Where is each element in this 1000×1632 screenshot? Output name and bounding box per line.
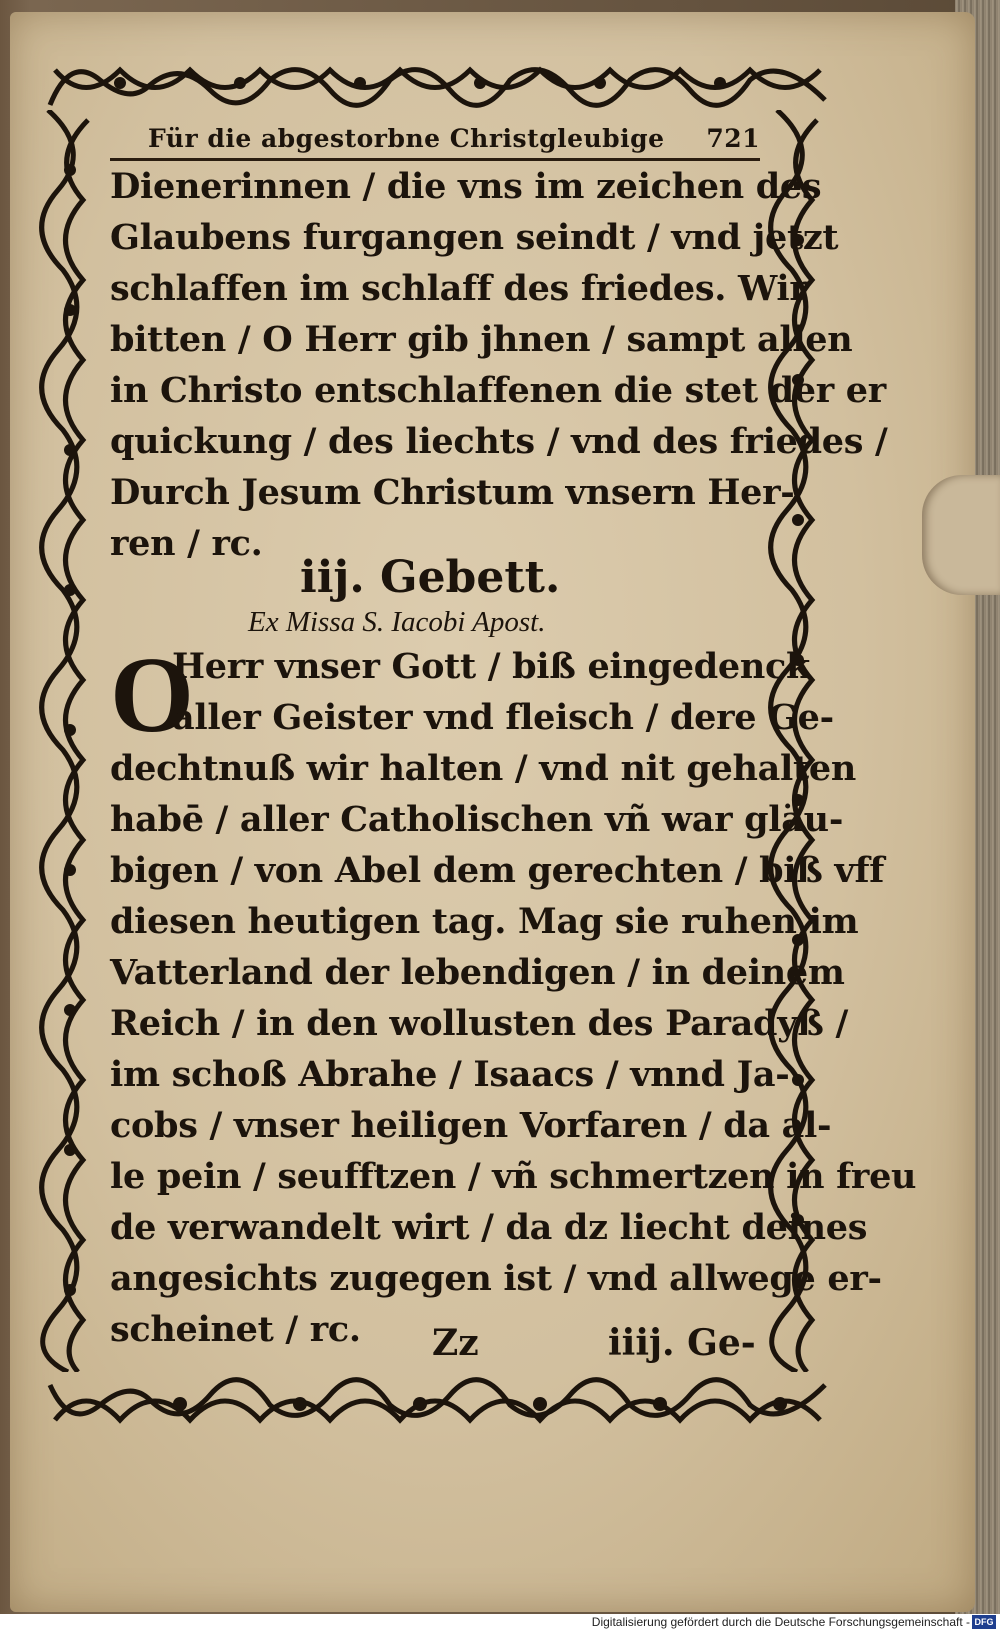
prayer-line: dechtnuß wir halten / vnd nit gehalten	[110, 748, 857, 789]
body-line: Glaubens furgangen seindt / vnd jetzt	[110, 217, 839, 258]
prayer-line: Vatterland der lebendigen / in deinem	[110, 952, 845, 993]
section-heading: iij. Gebett.	[300, 552, 561, 603]
body-line: bitten / O Herr gib jhnen / sampt allen	[110, 319, 853, 360]
page-tab	[922, 475, 1000, 595]
digitization-credit: Digitalisierung gefördert durch die Deutsche Forschungsgemeinschaft -	[591, 1615, 970, 1629]
prayer-line: im schoß Abrahe / Isaacs / vnnd Ja-	[110, 1054, 790, 1095]
signature-mark: Zz	[432, 1322, 479, 1364]
ornament-border-bottom	[40, 1370, 835, 1438]
catchword: iiij. Ge-	[608, 1322, 756, 1364]
dfg-logo: DFG	[972, 1615, 996, 1629]
prayer-line: Herr vnser Gott / biß eingedenck	[172, 646, 810, 687]
body-line: Durch Jesum Christum vnsern Her-	[110, 472, 795, 513]
body-line: quickung / des liechts / vnd des friedes /	[110, 421, 888, 462]
prayer-line: habē / aller Catholischen vñ war gläu-	[110, 799, 844, 840]
prayer-line: angesichts zugegen ist / vnd allwege er-	[110, 1258, 882, 1299]
header-rule	[110, 158, 760, 161]
body-line: in Christo entschlaffenen die stet der er	[110, 370, 886, 411]
ornament-border-top	[40, 50, 835, 115]
prayer-line: aller Geister vnd fleisch / dere Ge-	[172, 697, 834, 738]
prayer-line: diesen heutigen tag. Mag sie ruhen im	[110, 901, 859, 942]
body-line: Dienerinnen / die vns im zeichen des	[110, 166, 822, 207]
prayer-line: de verwandelt wirt / da dz liecht deines	[110, 1207, 868, 1248]
prayer-line: cobs / vnser heiligen Vorfaren / da al-	[110, 1105, 832, 1146]
ornament-border-left	[38, 110, 100, 1372]
running-head	[148, 120, 760, 160]
prayer-line: Reich / in den wollusten des Paradyß /	[110, 1003, 848, 1044]
running-head-title: Für die abgestorbne Christgleubige	[148, 124, 665, 153]
body-line: ren / rc.	[110, 523, 263, 564]
body-line: schlaffen im schlaff des friedes. Wir	[110, 268, 808, 309]
section-subheading: Ex Missa S. Iacobi Apost.	[248, 606, 546, 638]
drop-cap: O	[110, 636, 195, 755]
page-number: 721	[706, 124, 760, 153]
prayer-line: le pein / seufftzen / vñ schmertzen in freu	[110, 1156, 917, 1197]
prayer-line: scheinet / rc.	[110, 1309, 361, 1350]
prayer-line: bigen / von Abel dem gerechten / biß vff	[110, 850, 884, 891]
